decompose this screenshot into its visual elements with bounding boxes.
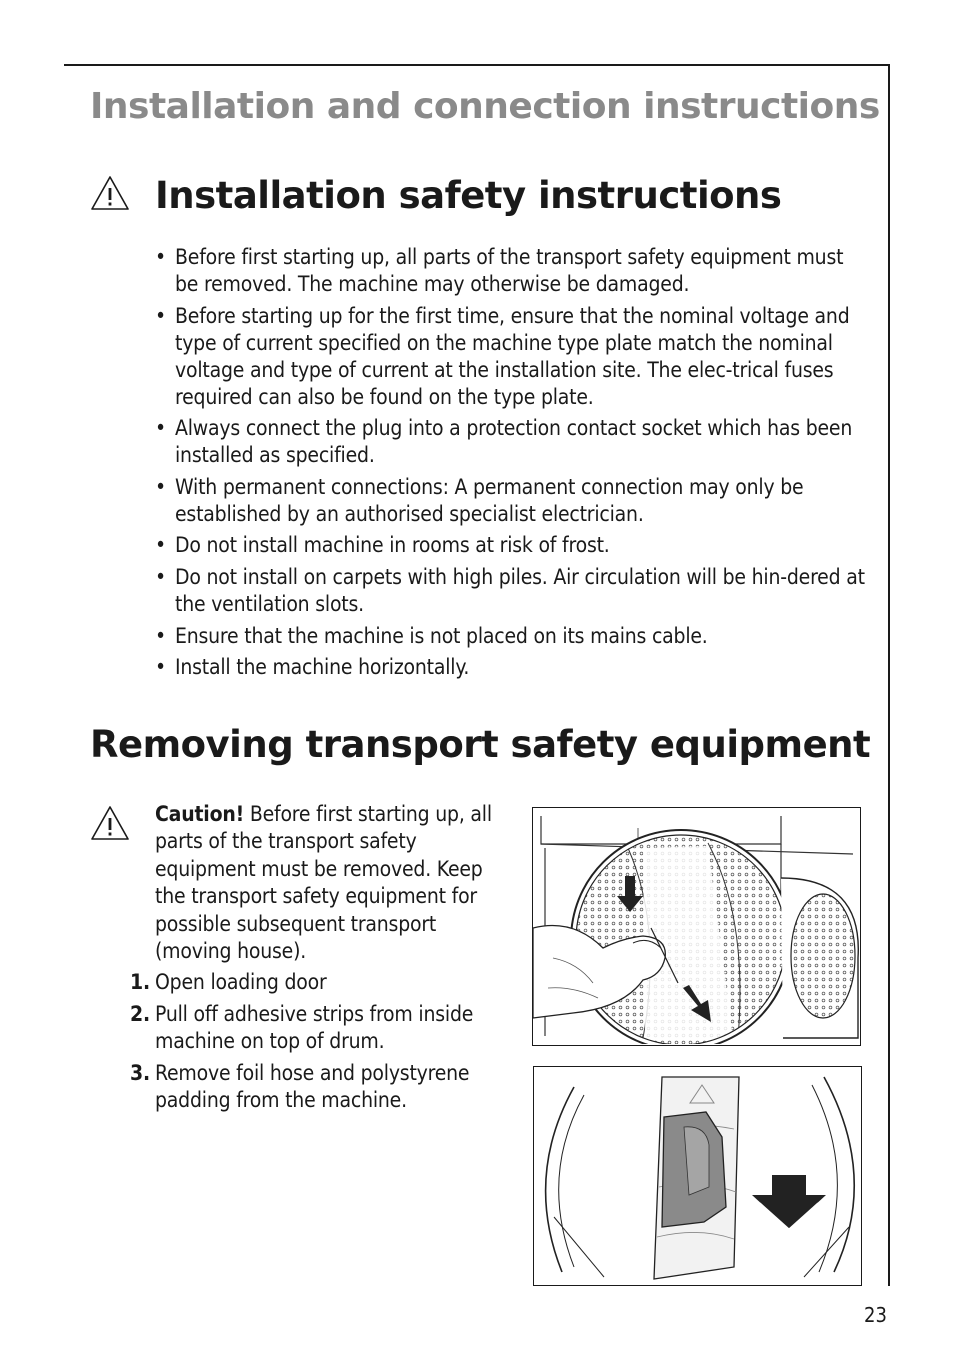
- list-item-text: Do not install machine in rooms at risk of frost.: [175, 533, 610, 558]
- safety-list: [155, 244, 867, 686]
- list-item-text: Do not install on carpets with high piles. Air circulation will be hin-dered at the ventilation slots.: [175, 564, 865, 616]
- list-item-text: Before first starting up, all parts of the transport safety equipment must be removed. The machine may otherwise be damaged.: [175, 245, 844, 296]
- top-rule: [64, 64, 890, 66]
- list-item-text: Install the machine horizontally.: [175, 655, 470, 680]
- step-item: [130, 1001, 510, 1056]
- safety-title: Installation safety instructions: [155, 174, 782, 217]
- warning-icon: [89, 174, 131, 212]
- list-item: [155, 532, 867, 559]
- page-number: 23: [864, 1303, 887, 1327]
- dryer-open-door-illustration: [533, 808, 859, 1044]
- list-item: [155, 474, 867, 528]
- list-item: [155, 623, 867, 650]
- step-item: [130, 969, 510, 996]
- bullet: •: [155, 474, 166, 499]
- figure-foil-hose: [533, 1066, 862, 1286]
- section-header: Installation and connection instructions: [90, 86, 880, 127]
- list-item: [155, 654, 867, 681]
- step-number: 1.: [130, 970, 150, 994]
- removing-title: Removing transport safety equipment: [90, 723, 871, 766]
- bullet: •: [155, 303, 166, 328]
- list-item-text: With permanent connections: A permanent connection may only be established by an authorised specialist electrician.: [175, 474, 804, 526]
- list-item: [155, 244, 867, 298]
- step-text: Open loading door: [155, 970, 327, 994]
- steps-list: [130, 969, 510, 1119]
- foil-hose-illustration: [534, 1067, 860, 1284]
- warning-icon: [89, 804, 131, 842]
- bullet: •: [155, 623, 166, 648]
- figure-open-door: [532, 807, 861, 1046]
- list-item-text: Before starting up for the first time, ensure that the nominal voltage and type of current specified on the machine type plate match the nominal voltage and type of current at the installation site. The elec-trical fuses required can also be found on the type plate.: [175, 303, 850, 409]
- list-item-text: Ensure that the machine is not placed on its mains cable.: [175, 623, 708, 648]
- step-text: Pull off adhesive strips from inside machine on top of drum.: [155, 1001, 474, 1053]
- bullet: •: [155, 564, 166, 589]
- step-number: 2.: [130, 1001, 150, 1026]
- list-item: [155, 303, 867, 411]
- step-item: [130, 1060, 510, 1115]
- list-item: [155, 415, 867, 469]
- step-text: Remove foil hose and polystyrene padding from the machine.: [155, 1060, 470, 1112]
- bullet: •: [155, 655, 166, 680]
- bullet: •: [155, 416, 166, 441]
- caution-paragraph: [155, 801, 505, 965]
- caution-label: Caution!: [155, 802, 245, 826]
- right-rule: [888, 64, 890, 1286]
- bullet: •: [155, 245, 166, 269]
- list-item-text: Always connect the plug into a protection contact socket which has been installed as specified.: [175, 416, 853, 468]
- list-item: [155, 564, 867, 618]
- step-number: 3.: [130, 1060, 150, 1085]
- bullet: •: [155, 533, 166, 558]
- caution-text: Before first starting up, all parts of the transport safety equipment must be removed. Keep the transport safety equipment for possible subsequent transport (moving house).: [155, 802, 492, 964]
